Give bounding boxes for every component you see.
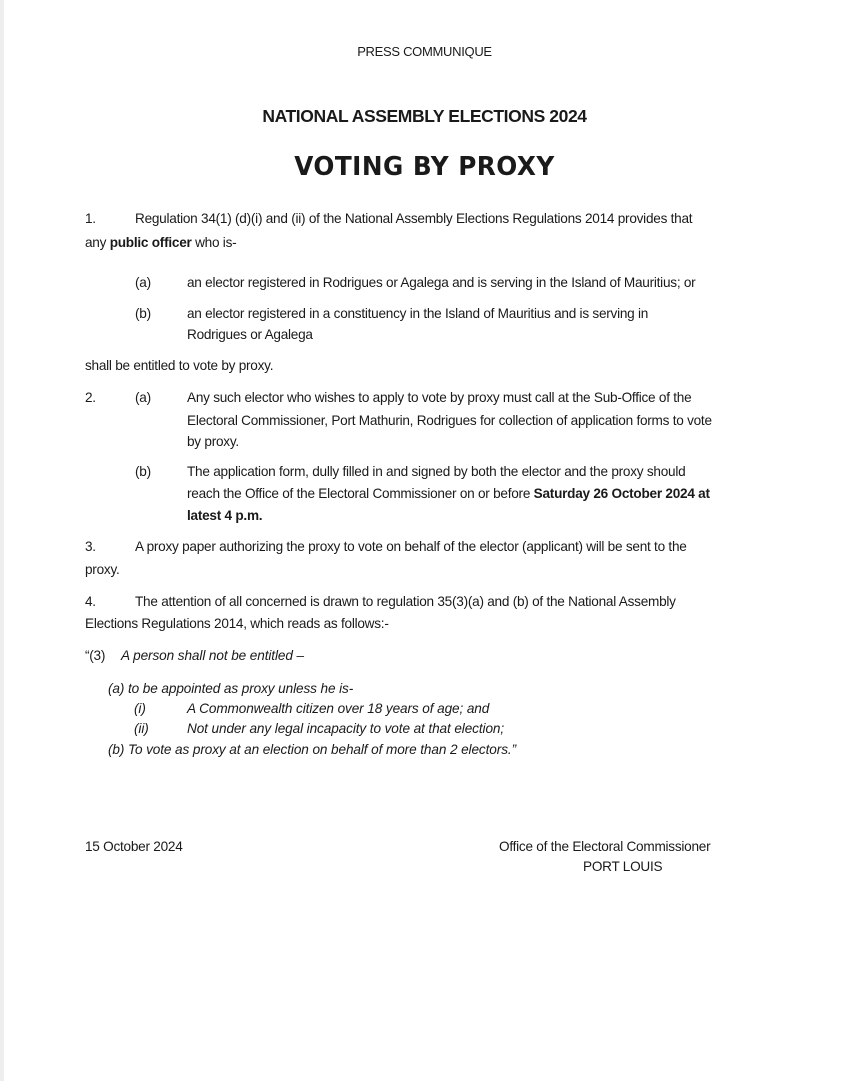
deadline-time-emphasis: latest 4 p.m.: [187, 508, 263, 523]
quote-item-b: (b) To vote as proxy at an election on behalf of more than 2 electors.”: [108, 742, 516, 757]
para1-line1: Regulation 34(1) (d)(i) and (ii) of the National Assembly Elections Regulations 2014 provides that: [135, 211, 693, 226]
public-officer-emphasis: public officer: [109, 235, 192, 250]
para1-item-b-label: (b): [135, 306, 151, 321]
quote-item-i-text: A Commonwealth citizen over 18 years of age; and: [187, 701, 490, 716]
para2-item-a-line3: by proxy.: [187, 434, 239, 449]
para4-line2: Elections Regulations 2014, which reads as follows:-: [85, 616, 389, 631]
para1-closing: shall be entitled to vote by proxy.: [85, 358, 274, 373]
issuing-location: PORT LOUIS: [583, 859, 663, 874]
para2-item-b-line2-pre: reach the Office of the Electoral Commissioner on or before: [187, 486, 534, 501]
page-title: VOTING BY PROXY: [294, 152, 555, 182]
para2-item-a-label: (a): [135, 390, 151, 405]
para3-number: 3.: [85, 539, 96, 554]
elections-heading: NATIONAL ASSEMBLY ELECTIONS 2024: [262, 106, 587, 126]
issue-date: 15 October 2024: [85, 839, 183, 854]
para2-item-b-label: (b): [135, 464, 151, 479]
para3-line2: proxy.: [85, 562, 120, 577]
para2-number: 2.: [85, 390, 96, 405]
quote-heading: A person shall not be entitled –: [121, 648, 304, 663]
para2-item-b-line1: The application form, dully filled in and signed by both the elector and the proxy should: [187, 464, 686, 479]
para2-item-a-line2: Electoral Commissioner, Port Mathurin, Rodrigues for collection of application forms to vote: [187, 413, 712, 428]
para2-item-a-line1: Any such elector who wishes to apply to vote by proxy must call at the Sub-Office of the: [187, 390, 692, 405]
para1-line2-pre: any: [85, 235, 110, 250]
para4-number: 4.: [85, 594, 96, 609]
deadline-date-emphasis: Saturday 26 October 2024 at: [533, 486, 710, 501]
para1-item-b-line1: an elector registered in a constituency in the Island of Mauritius and is serving in: [187, 306, 649, 321]
press-communique-label: PRESS COMMUNIQUE: [357, 44, 492, 59]
para2-item-b-line2: [187, 486, 710, 501]
para1-line2-post: who is-: [191, 235, 237, 250]
quote-item-ii-label: (ii): [134, 721, 149, 736]
para1-item-a-label: (a): [135, 275, 151, 290]
quote-item-ii-text: Not under any legal incapacity to vote at that election;: [187, 721, 505, 736]
quote-open: “(3): [85, 648, 106, 663]
para1-number: 1.: [85, 211, 96, 226]
para3-line1: A proxy paper authorizing the proxy to vote on behalf of the elector (applicant) will be sent to the: [135, 539, 687, 554]
para1-line2: [85, 235, 236, 250]
issuing-office: Office of the Electoral Commissioner: [499, 839, 711, 854]
quote-item-a: (a) to be appointed as proxy unless he is-: [108, 681, 354, 696]
para1-item-a-text: an elector registered in Rodrigues or Agalega and is serving in the Island of Mauritius; or: [187, 275, 696, 290]
para1-item-b-line2: Rodrigues or Agalega: [187, 327, 313, 342]
para4-line1: The attention of all concerned is drawn to regulation 35(3)(a) and (b) of the National Assembly: [135, 594, 676, 609]
quote-item-i-label: (i): [134, 701, 146, 716]
